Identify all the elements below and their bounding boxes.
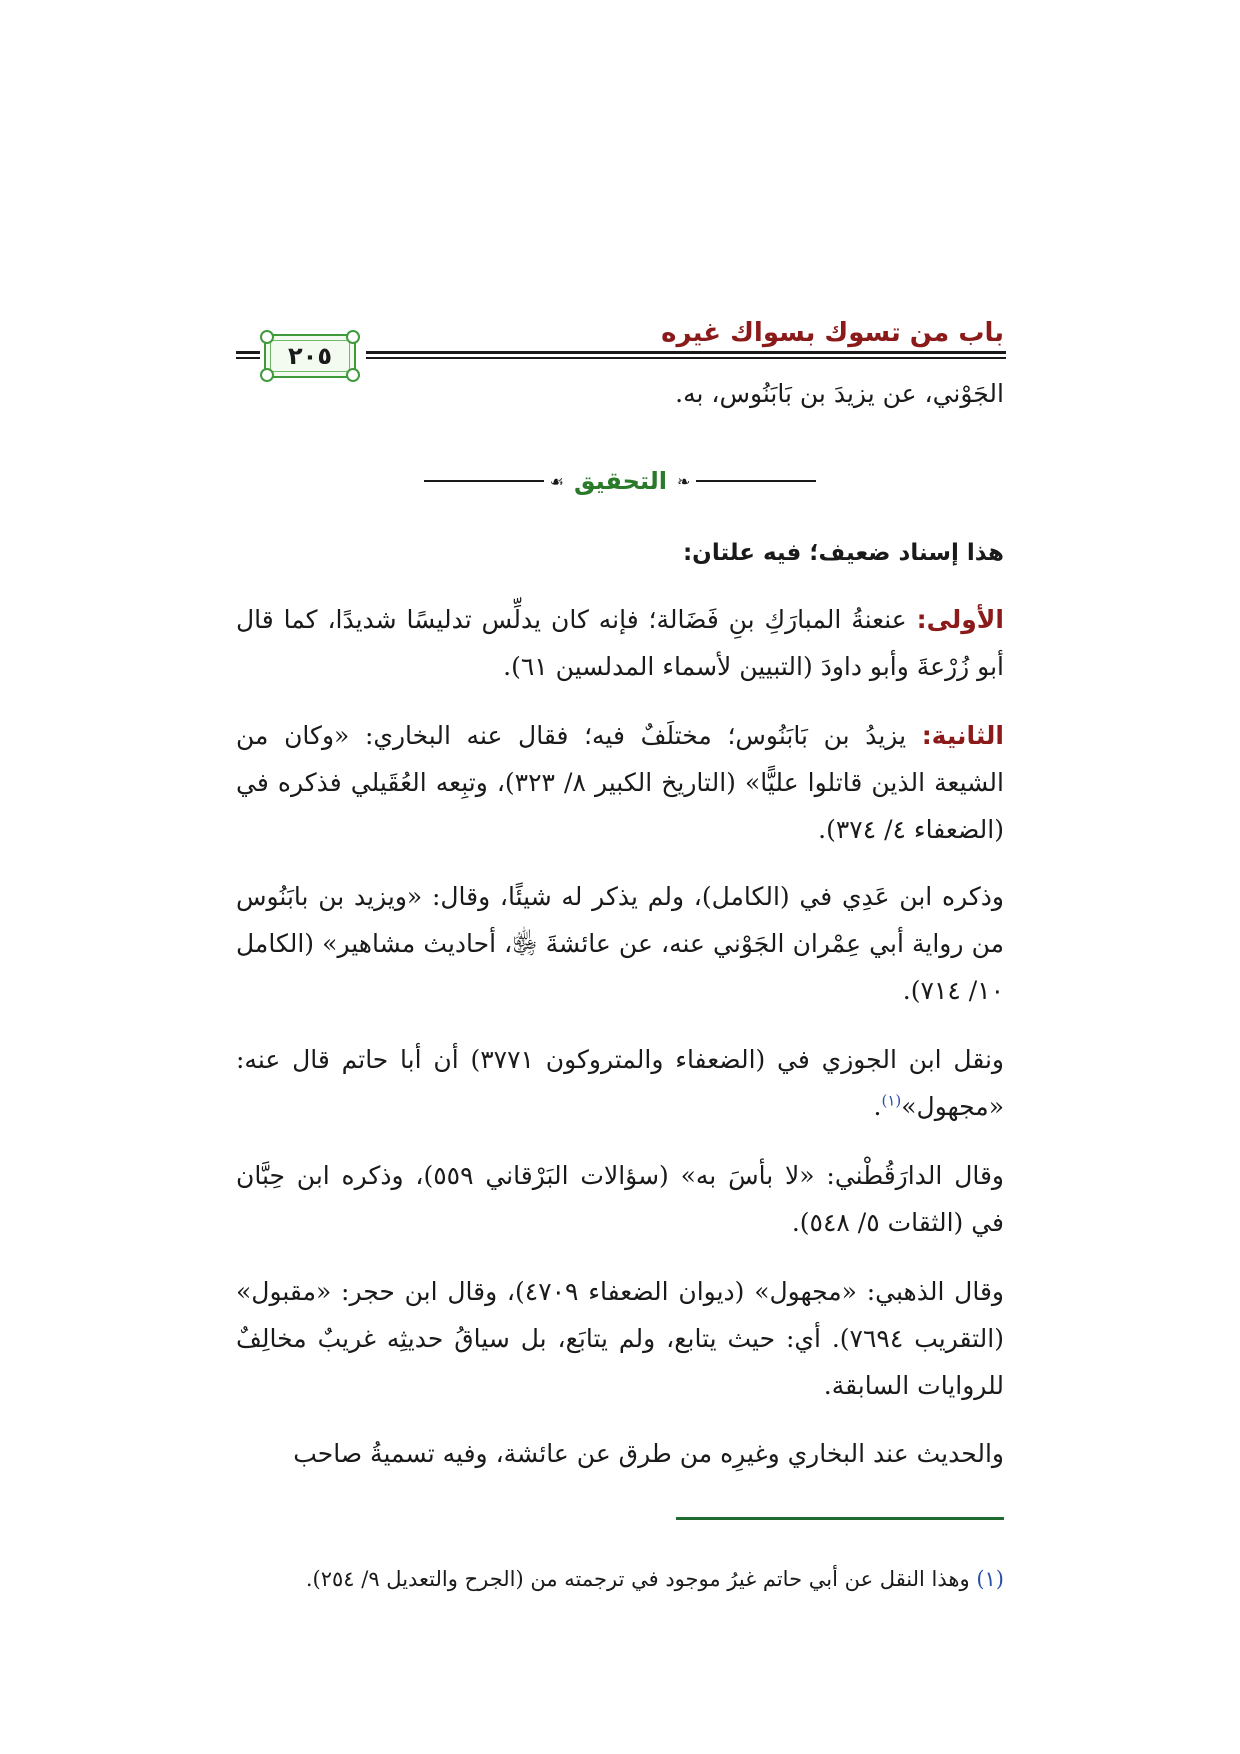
paragraph-daraqutni: وقال الدارَقُطْني: «لا بأسَ به» (سؤالات البَرْقاني ٥٥٩)، وذكره ابن حِبَّان في (الثقات ٥/ ٥٤٨). (236, 1161, 1004, 1237)
section-label: التحقيق (573, 467, 667, 495)
divider-line (696, 480, 816, 482)
chapter-title: باب من تسوك بسواك غيره (661, 318, 1004, 348)
header-rule-right (366, 351, 1006, 360)
paragraph-ibn-adi: وذكره ابن عَدِي في (الكامل)، ولم يذكر له شيئًا، وقال: «ويزيد بن بابَنُوس من رواية أبي عِمْران الجَوْني عنه، عن عائشةَ ﵂، أحاديث مشاهير» (الكامل ١٠/ ٧١٤). (236, 882, 1004, 1005)
footnote-number: (١) (976, 1567, 1004, 1591)
footnote-reference[interactable]: (١) (881, 1091, 902, 1110)
paragraph-lead: الأولى: (916, 605, 1004, 634)
paragraph-second-defect (236, 712, 1004, 853)
section-divider (236, 466, 1004, 496)
paragraph-dhahabi: وقال الذهبي: «مجهول» (ديوان الضعفاء ٤٧٠٩)، وقال ابن حجر: «مقبول» (التقريب ٧٦٩٤). أي: حيث يتابع، ولم يتابَع، بل سياقُ حديثِه غريبٌ مخالِفٌ للروايات السابقة. (236, 1277, 1004, 1400)
paragraph-ibn-al-jawzi (236, 1036, 1004, 1130)
footnote-separator (676, 1517, 1004, 1520)
paragraph-first-defect (236, 596, 1004, 690)
paragraph-bukhari: والحديث عند البخاري وغيرِه من طرق عن عائشة، وفيه تسميةُ صاحب (293, 1439, 1004, 1468)
corner-ornament-icon (346, 330, 360, 344)
paragraph-end: . (873, 1092, 882, 1121)
intro-line: الجَوْني، عن يزيدَ بن بَابَنُوس، به. (675, 379, 1004, 408)
ornament-icon: ☙ (549, 471, 564, 491)
analysis-heading: هذا إسناد ضعيف؛ فيه علتان: (682, 540, 1004, 566)
ornament-icon: ❧ (677, 471, 691, 491)
paragraph-lead: الثانية: (921, 721, 1004, 750)
footnote-text: وهذا النقل عن أبي حاتم غيرُ موجود في ترجمته من (الجرح والتعديل ٩/ ٢٥٤). (305, 1567, 977, 1591)
paragraph-text: عنعنةُ المبارَكِ بنِ فَضَالة؛ فإنه كان يدلِّس تدليسًا شديدًا، كما قال أبو زُرْعةَ وأبو داودَ (التبيين لأسماء المدلسين ٦١). (236, 605, 1004, 681)
footnote (236, 1563, 1004, 1595)
paragraph-text: ونقل ابن الجوزي في (الضعفاء والمتروكون ٣٧٧١) أن أبا حاتم قال عنه: «مجهول» (236, 1045, 1005, 1121)
page-number: ٢٠٥ (288, 342, 332, 370)
corner-ornament-icon (260, 330, 274, 344)
header-rule-left (236, 351, 260, 360)
divider-line (424, 480, 544, 482)
paragraph-text: يزيدُ بن بَابَنُوس؛ مختلَفٌ فيه؛ فقال عنه البخاري: «وكان من الشيعة الذين قاتلوا عليًّا» (التاريخ الكبير ٨/ ٣٢٣)، وتبِعه العُقَيلي فذكره في (الضعفاء ٤/ ٣٧٤). (236, 721, 1004, 844)
